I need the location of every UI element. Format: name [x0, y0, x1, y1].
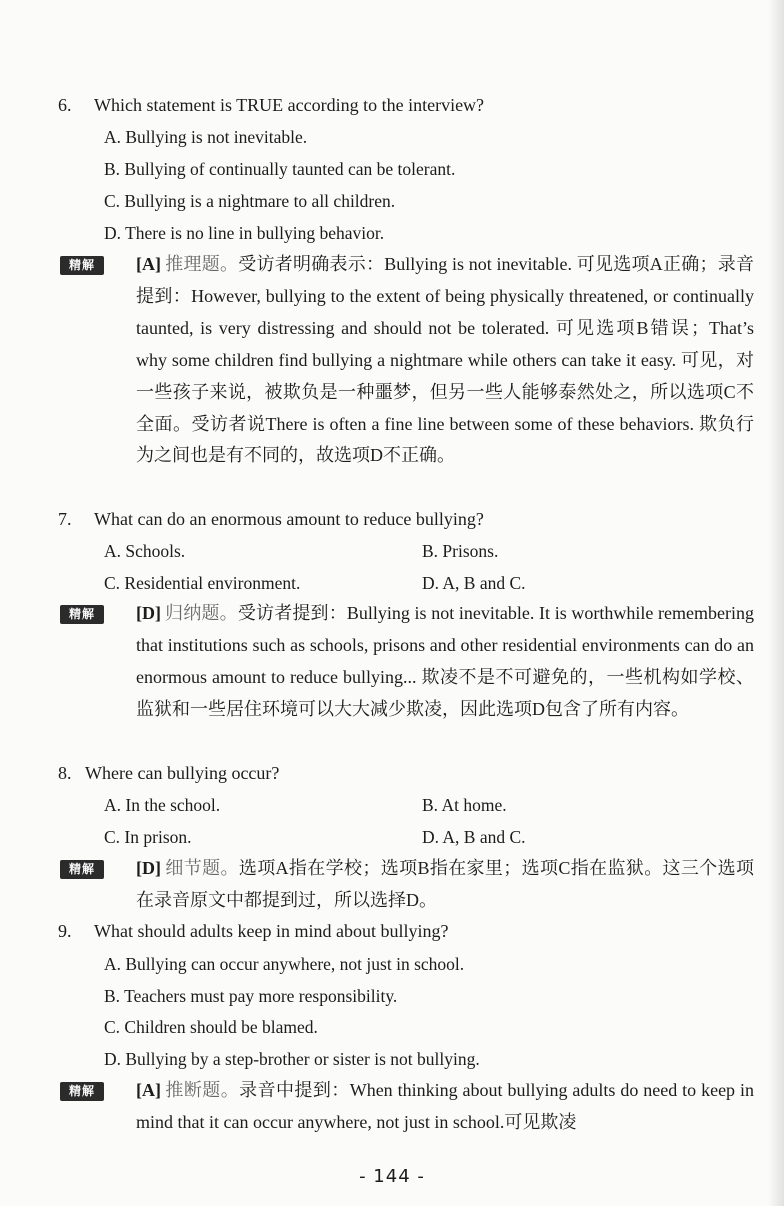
question-number: 9. [58, 921, 72, 941]
option-c: C. In prison. [104, 827, 192, 847]
explanation [136, 249, 754, 472]
explanation-text: 受访者提到：Bullying is not inevitable. It is worthwhile remembering that institutions such as schools, prisons and other residential environments can do an enormous amount to reduce bullying... 欺凌不是不可避免的，一些机构如学校、监狱和一些居住环境可以大大减少欺凌，因此选项D包含了所有内容。 [136, 603, 755, 719]
question-number: 6. [58, 95, 72, 115]
option-c: C. Children should be blamed. [104, 1017, 318, 1037]
explanation-badge: 精解 [60, 256, 104, 275]
question-9-stem [58, 920, 448, 942]
explanation [136, 1075, 754, 1139]
question-text: Where can bullying occur? [85, 763, 280, 783]
question-text: Which statement is TRUE according to the interview? [94, 95, 485, 115]
answer-tag: [D] [136, 603, 161, 623]
explanation [136, 853, 754, 917]
explanation-badge: 精解 [60, 605, 104, 624]
option-c: C. Bullying is a nightmare to all children. [104, 191, 396, 211]
answer-tag: [A] [136, 1080, 161, 1100]
option-b: B. Prisons. [422, 541, 499, 561]
option-a: A. Bullying is not inevitable. [104, 127, 308, 147]
question-text: What can do an enormous amount to reduce bullying? [94, 509, 484, 529]
question-number: 7. [58, 509, 72, 529]
explanation-text: 录音中提到：When thinking about bullying adults do need to keep in mind that it can occur anywhere, not just in school.可见欺凌 [136, 1080, 754, 1132]
explanation-text: 受访者明确表示：Bullying is not inevitable. 可见选项A正确；录音提到：However, bullying to the extent of being physically threatened, or continually taunted, is very distressing and should not be tolerated. 可见选项B错误；That’s why some children find bullying a nightmare while others can take it easy. 可见，对一些孩子来说，被欺负是一种噩梦，但另一些人能够泰然处之，所以选项C不全面。受访者说There is often a fine line between some of these behaviors. 欺负行为之间也是有不同的，故选项D不正确。 [136, 254, 754, 466]
option-b: B. Teachers must pay more responsibility. [104, 986, 398, 1006]
answer-tag: [A] [136, 254, 161, 274]
question-text: What should adults keep in mind about bullying? [94, 921, 449, 941]
page-number: - 144 - [359, 1166, 425, 1187]
option-d: D. A, B and C. [422, 827, 526, 847]
question-7-stem [58, 508, 484, 530]
option-b: B. At home. [422, 795, 507, 815]
question-6-stem [58, 94, 484, 116]
answer-tag: [D] [136, 858, 161, 878]
question-type: 推断题。 [165, 1080, 240, 1100]
question-type: 归纳题。 [165, 603, 238, 623]
question-number: 8. [58, 763, 72, 783]
option-d: D. A, B and C. [422, 573, 526, 593]
option-d: D. Bullying by a step-brother or sister is not bullying. [104, 1049, 480, 1069]
option-a: A. Schools. [104, 541, 186, 561]
question-type: 推理题。 [165, 254, 239, 274]
explanation [136, 598, 754, 726]
question-type: 细节题。 [165, 858, 239, 878]
question-8-stem [58, 762, 279, 784]
explanation-badge: 精解 [60, 1082, 104, 1101]
page-edge-shadow [768, 0, 784, 1206]
explanation-text: 选项A指在学校；选项B指在家里；选项C指在监狱。这三个选项在录音原文中都提到过，所以选择D。 [136, 858, 755, 910]
option-b: B. Bullying of continually taunted can be tolerant. [104, 159, 456, 179]
option-c: C. Residential environment. [104, 573, 301, 593]
option-d: D. There is no line in bullying behavior. [104, 223, 385, 243]
option-a: A. Bullying can occur anywhere, not just in school. [104, 954, 465, 974]
option-a: A. In the school. [104, 795, 221, 815]
explanation-badge: 精解 [60, 860, 104, 879]
